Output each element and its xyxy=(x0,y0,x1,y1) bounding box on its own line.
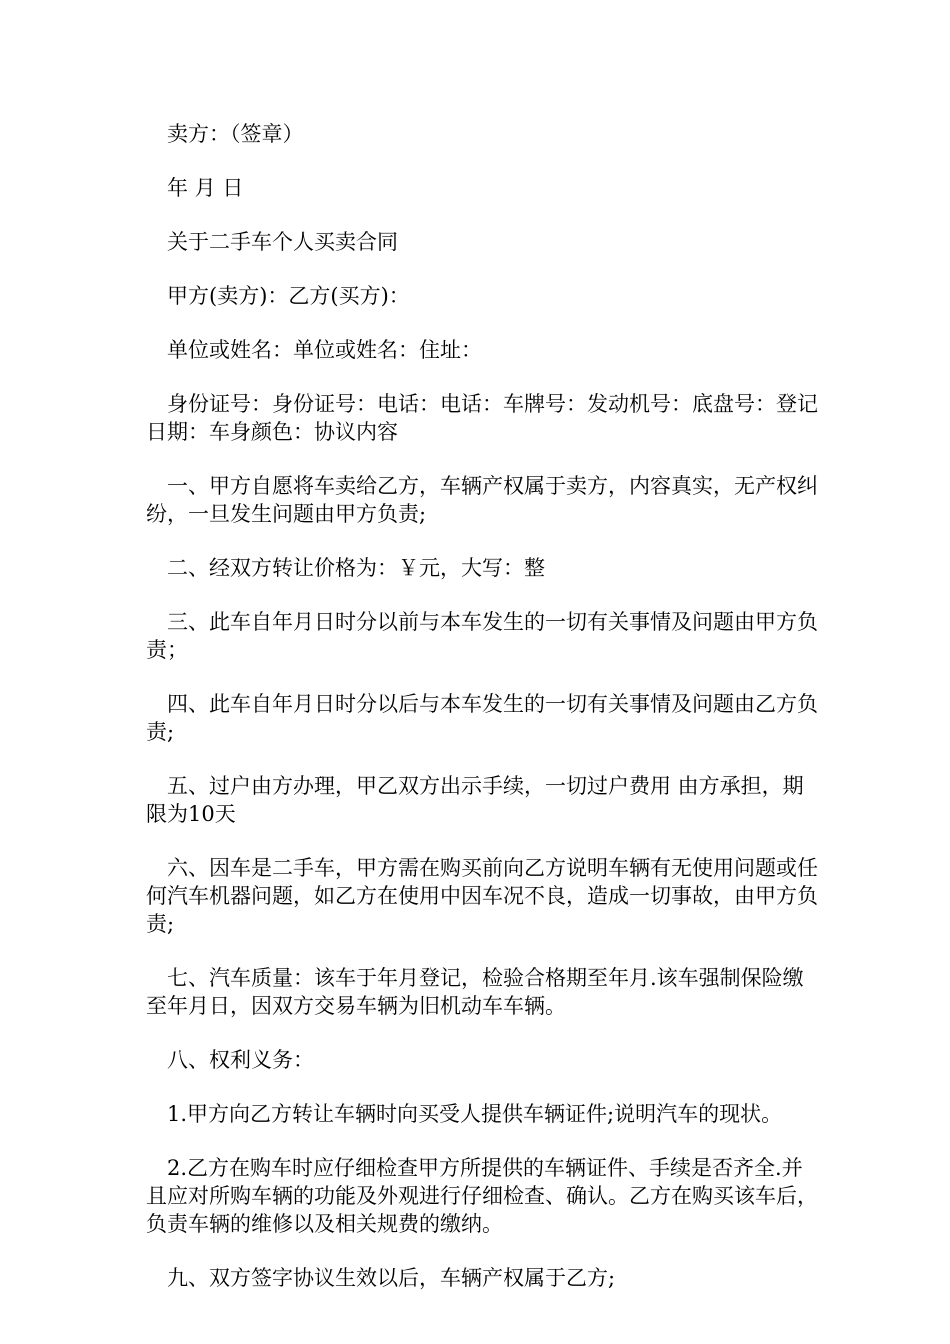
date-line: 年 月 日 xyxy=(167,176,244,200)
clause-8-item-1: 1.甲方向乙方转让车辆时向买受人提供车辆证件;说明汽车的现状。 xyxy=(167,1102,783,1126)
clause-7: 七、汽车质量：该车于年月登记，检验合格期至年月.该车强制保险缴至年月日，因双方交易车辆为旧机动车车辆。 xyxy=(146,966,804,1018)
clause-3: 三、此车自年月日时分以前与本车发生的一切有关事情及问题由甲方负责； xyxy=(146,610,818,662)
clause-1: 一、甲方自愿将车卖给乙方，车辆产权属于卖方，内容真实，无产权纠纷，一旦发生问题由甲方负责; xyxy=(146,474,818,526)
clause-8-heading: 八、权利义务： xyxy=(167,1048,314,1072)
id-vehicle-info-paragraph: 身份证号：身份证号：电话：电话：车牌号：发动机号：底盘号：登记日期：车身颜色：协议内容 xyxy=(146,392,818,444)
name-address-line: 单位或姓名：单位或姓名：住址： xyxy=(167,338,482,362)
clause-2: 二、经双方转让价格为：￥元，大写：整 xyxy=(167,556,545,580)
clause-5: 五、过户由方办理，甲乙双方出示手续，一切过户费用 由方承担，期限为10天 xyxy=(146,774,804,826)
clause-9: 九、双方签字协议生效以后，车辆产权属于乙方; xyxy=(167,1266,616,1290)
contract-title: 关于二手车个人买卖合同 xyxy=(167,230,398,254)
contract-document xyxy=(146,120,818,1318)
seller-signature-line: 卖方：（签章） xyxy=(167,122,304,146)
parties-line: 甲方(卖方)：乙方(买方)： xyxy=(167,284,410,308)
clause-6: 六、因车是二手车，甲方需在购买前向乙方说明车辆有无使用问题或任何汽车机器问题，如乙方在使用中因车况不良，造成一切事故，由甲方负责; xyxy=(146,856,818,936)
clause-8-item-2: 2.乙方在购车时应仔细检查甲方所提供的车辆证件、手续是否齐全.并且应对所购车辆的功能及外观进行仔细检查、确认。乙方在购买该车后，负责车辆的维修以及相关规费的缴纳。 xyxy=(146,1156,818,1236)
clause-4: 四、此车自年月日时分以后与本车发生的一切有关事情及问题由乙方负责; xyxy=(146,692,818,744)
